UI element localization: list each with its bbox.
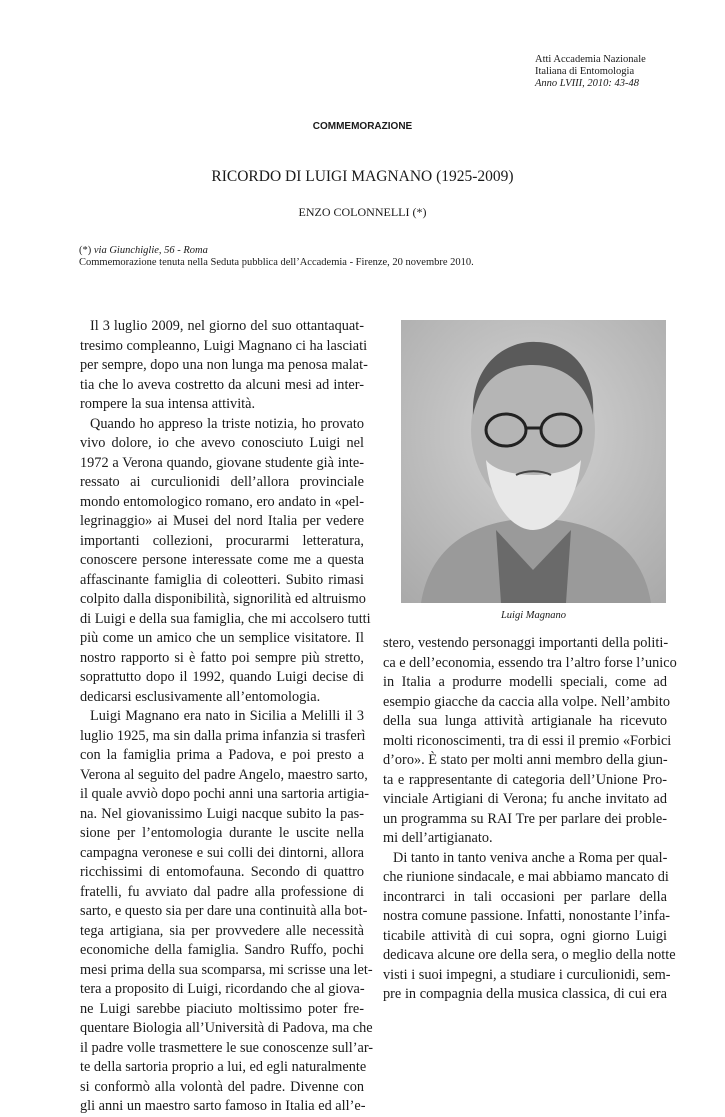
text-line: sione per l’entomologia durante le uscite nella: [80, 825, 364, 841]
portrait-photo: [401, 320, 666, 603]
text-line: più come un amico che un semplice visitatore. Il: [80, 630, 364, 646]
text-line: pre in compagnia della musica classica, di cui era: [383, 986, 667, 1002]
text-line: ne Luigi sarebbe piaciuto moltissimo poter fre-: [80, 1000, 364, 1017]
text-line: dedicarsi esclusivamente all’entomologia.: [80, 688, 321, 705]
text-line: gli anni un maestro sarto famoso in Italia ed all’e-: [80, 1098, 366, 1114]
journal-name-line1: Atti Accademia Nazionale: [535, 54, 646, 65]
text-line: ricchissimi di entomofauna. Secondo di quattro: [80, 864, 364, 880]
text-line: mondo entomologico romano, ero andato in «pel-: [80, 493, 364, 510]
text-line: affascinante famiglia di coleotteri. Subito rimasi: [80, 571, 364, 588]
text-line: mesi prima della sua scomparsa, mi scrisse una let-: [80, 961, 373, 978]
paragraph: [383, 634, 677, 849]
text-line: ticabile attività di cui sopra, ogni giorno Luigi: [383, 927, 667, 944]
paragraph: [383, 849, 676, 1005]
text-line: na. Nel giovanissimo Luigi nacque subito la pas-: [80, 805, 364, 822]
text-line: incontrarci in tali occasioni per parlare della: [383, 888, 667, 905]
text-line: nostra comune passione. Infatti, nonostante l’infa-: [383, 908, 671, 924]
text-line: legrinaggio» ai Musei del nord Italia per vedere: [80, 513, 364, 529]
paragraph: [80, 707, 374, 1117]
text-line: esempio giacche da caccia alla volpe. Nell’ambito: [383, 693, 670, 710]
right-text-column: [383, 634, 677, 1005]
text-line: te della sartoria proprio a lui, ed egli naturalmente: [80, 1059, 367, 1075]
footnote-address: via Giunchiglie, 56 - Roma: [93, 245, 208, 256]
text-line: Il 3 luglio 2009, nel giorno del suo ottantaquat-: [90, 318, 364, 334]
text-line: visti i suoi impegni, a studiare i curculionidi, sem-: [383, 966, 671, 983]
text-line: Luigi Magnano era nato in Sicilia a Melilli il 3: [90, 708, 364, 724]
text-line: della sua lunga attività artigianale ha ricevuto: [383, 713, 667, 729]
text-line: fratelli, fu avviato dal padre alla professione di: [80, 883, 364, 900]
text-line: tera a proposito di Luigi, ricordando che al giova-: [80, 981, 365, 997]
article-author: ENZO COLONNELLI (*): [298, 205, 427, 219]
article-title: RICORDO DI LUIGI MAGNANO (1925-2009): [211, 168, 514, 185]
text-line: in Italia a produrre modelli speciali, come ad: [383, 674, 667, 690]
text-line: ressato ai curculionidi dell’allora provinciale: [80, 474, 364, 490]
text-line: mi dell’artigianato.: [383, 830, 493, 846]
text-line: rompere la sua intensa attività.: [80, 396, 256, 412]
text-line: Quando ho appreso la triste notizia, ho provato: [90, 415, 364, 432]
text-line: per sempre, dopo una non lunga ma penosa malat-: [80, 357, 368, 373]
text-line: importanti collezioni, procurarmi letteratura,: [80, 532, 364, 549]
text-line: nostro rapporto si è fatto poi sempre più stretto,: [80, 649, 364, 666]
text-line: di Luigi e della sua famiglia, che mi accolsero tutti: [80, 610, 371, 627]
text-line: vivo dolore, io che avevo conosciuto Luigi nel: [80, 435, 364, 451]
text-line: quentare Biologia all’Università di Padova, ma che: [80, 1020, 373, 1036]
text-line: il padre volle trasmettere le sue conoscenze sull’ar-: [80, 1039, 374, 1056]
text-line: 1972 a Verona quando, giovane studente già inte-: [80, 454, 364, 471]
section-heading: COMMEMORAZIONE: [312, 121, 413, 132]
journal-reference: [535, 54, 646, 90]
photo-caption: Luigi Magnano: [500, 610, 567, 621]
text-line: soprattutto dopo il 1992, quando Luigi decise di: [80, 669, 364, 685]
text-line: d’oro». È stato per molti anni membro della giun-: [383, 752, 668, 768]
text-line: sarto, e questo sia per dare una continuità alla bot-: [80, 903, 368, 919]
text-line: con la famiglia prima a Padova, e poi presto a: [80, 747, 364, 763]
text-line: luglio 1925, ma sin dalla prima infanzia si trasferì: [80, 727, 366, 744]
text-line: il quale avviò dopo pochi anni una sartoria artigia-: [80, 786, 370, 802]
journal-volume: Anno LVIII, 2010: 43-48: [535, 78, 640, 89]
text-line: stero, vestendo personaggi importanti della politi-: [383, 635, 669, 651]
left-text-column: [80, 317, 374, 1117]
footnote-marker: (*): [79, 245, 92, 256]
text-line: che riunione sindacale, e mai abbiamo mancato di: [383, 869, 669, 885]
paragraph: [80, 415, 371, 708]
author-footnote: [79, 245, 474, 269]
text-line: Di tanto in tanto veniva anche a Roma per qual-: [393, 849, 668, 866]
text-line: economiche della famiglia. Sandro Ruffo, pochi: [80, 942, 364, 958]
text-line: tresimo compleanno, Luigi Magnano ci ha lasciati: [80, 337, 368, 354]
text-line: vinciale Artigiani di Verona; fu anche invitato ad: [383, 791, 667, 807]
text-line: campagna veronese e sui colli dei dintorni, allora: [80, 844, 364, 861]
footnote-occasion: Commemorazione tenuta nella Seduta pubblica dell’Accademia - Firenze, 20 novembre 2010.: [79, 257, 474, 268]
text-line: ta e rappresentante di categoria dell’Unione Pro-: [383, 771, 667, 788]
paragraph: [80, 317, 368, 415]
text-line: Verona al seguito del padre Angelo, maestro sarto,: [80, 766, 368, 783]
text-line: tega artigiana, sia per provvedere alle necessità: [80, 922, 364, 939]
text-line: tia che lo aveva costretto da alcuni mesi ad inter-: [80, 376, 364, 393]
text-line: molti riconoscimenti, tra di essi il premio «Forbici: [383, 732, 672, 749]
text-line: ca e dell’economia, essendo tra l’altro forse l’unico: [383, 654, 677, 671]
text-line: dedicava alcune ore della sera, o meglio della notte: [383, 947, 676, 963]
journal-name-line2: Italiana di Entomologia: [535, 66, 635, 77]
text-line: si conformò alla volontà del padre. Divenne con: [80, 1078, 364, 1095]
text-line: un programma su RAI Tre per parlare dei proble-: [383, 810, 667, 827]
text-line: conoscere persone interessate come me a questa: [80, 552, 364, 568]
text-line: colpito dalla disponibilità, signorilità ed altruismo: [80, 591, 366, 607]
